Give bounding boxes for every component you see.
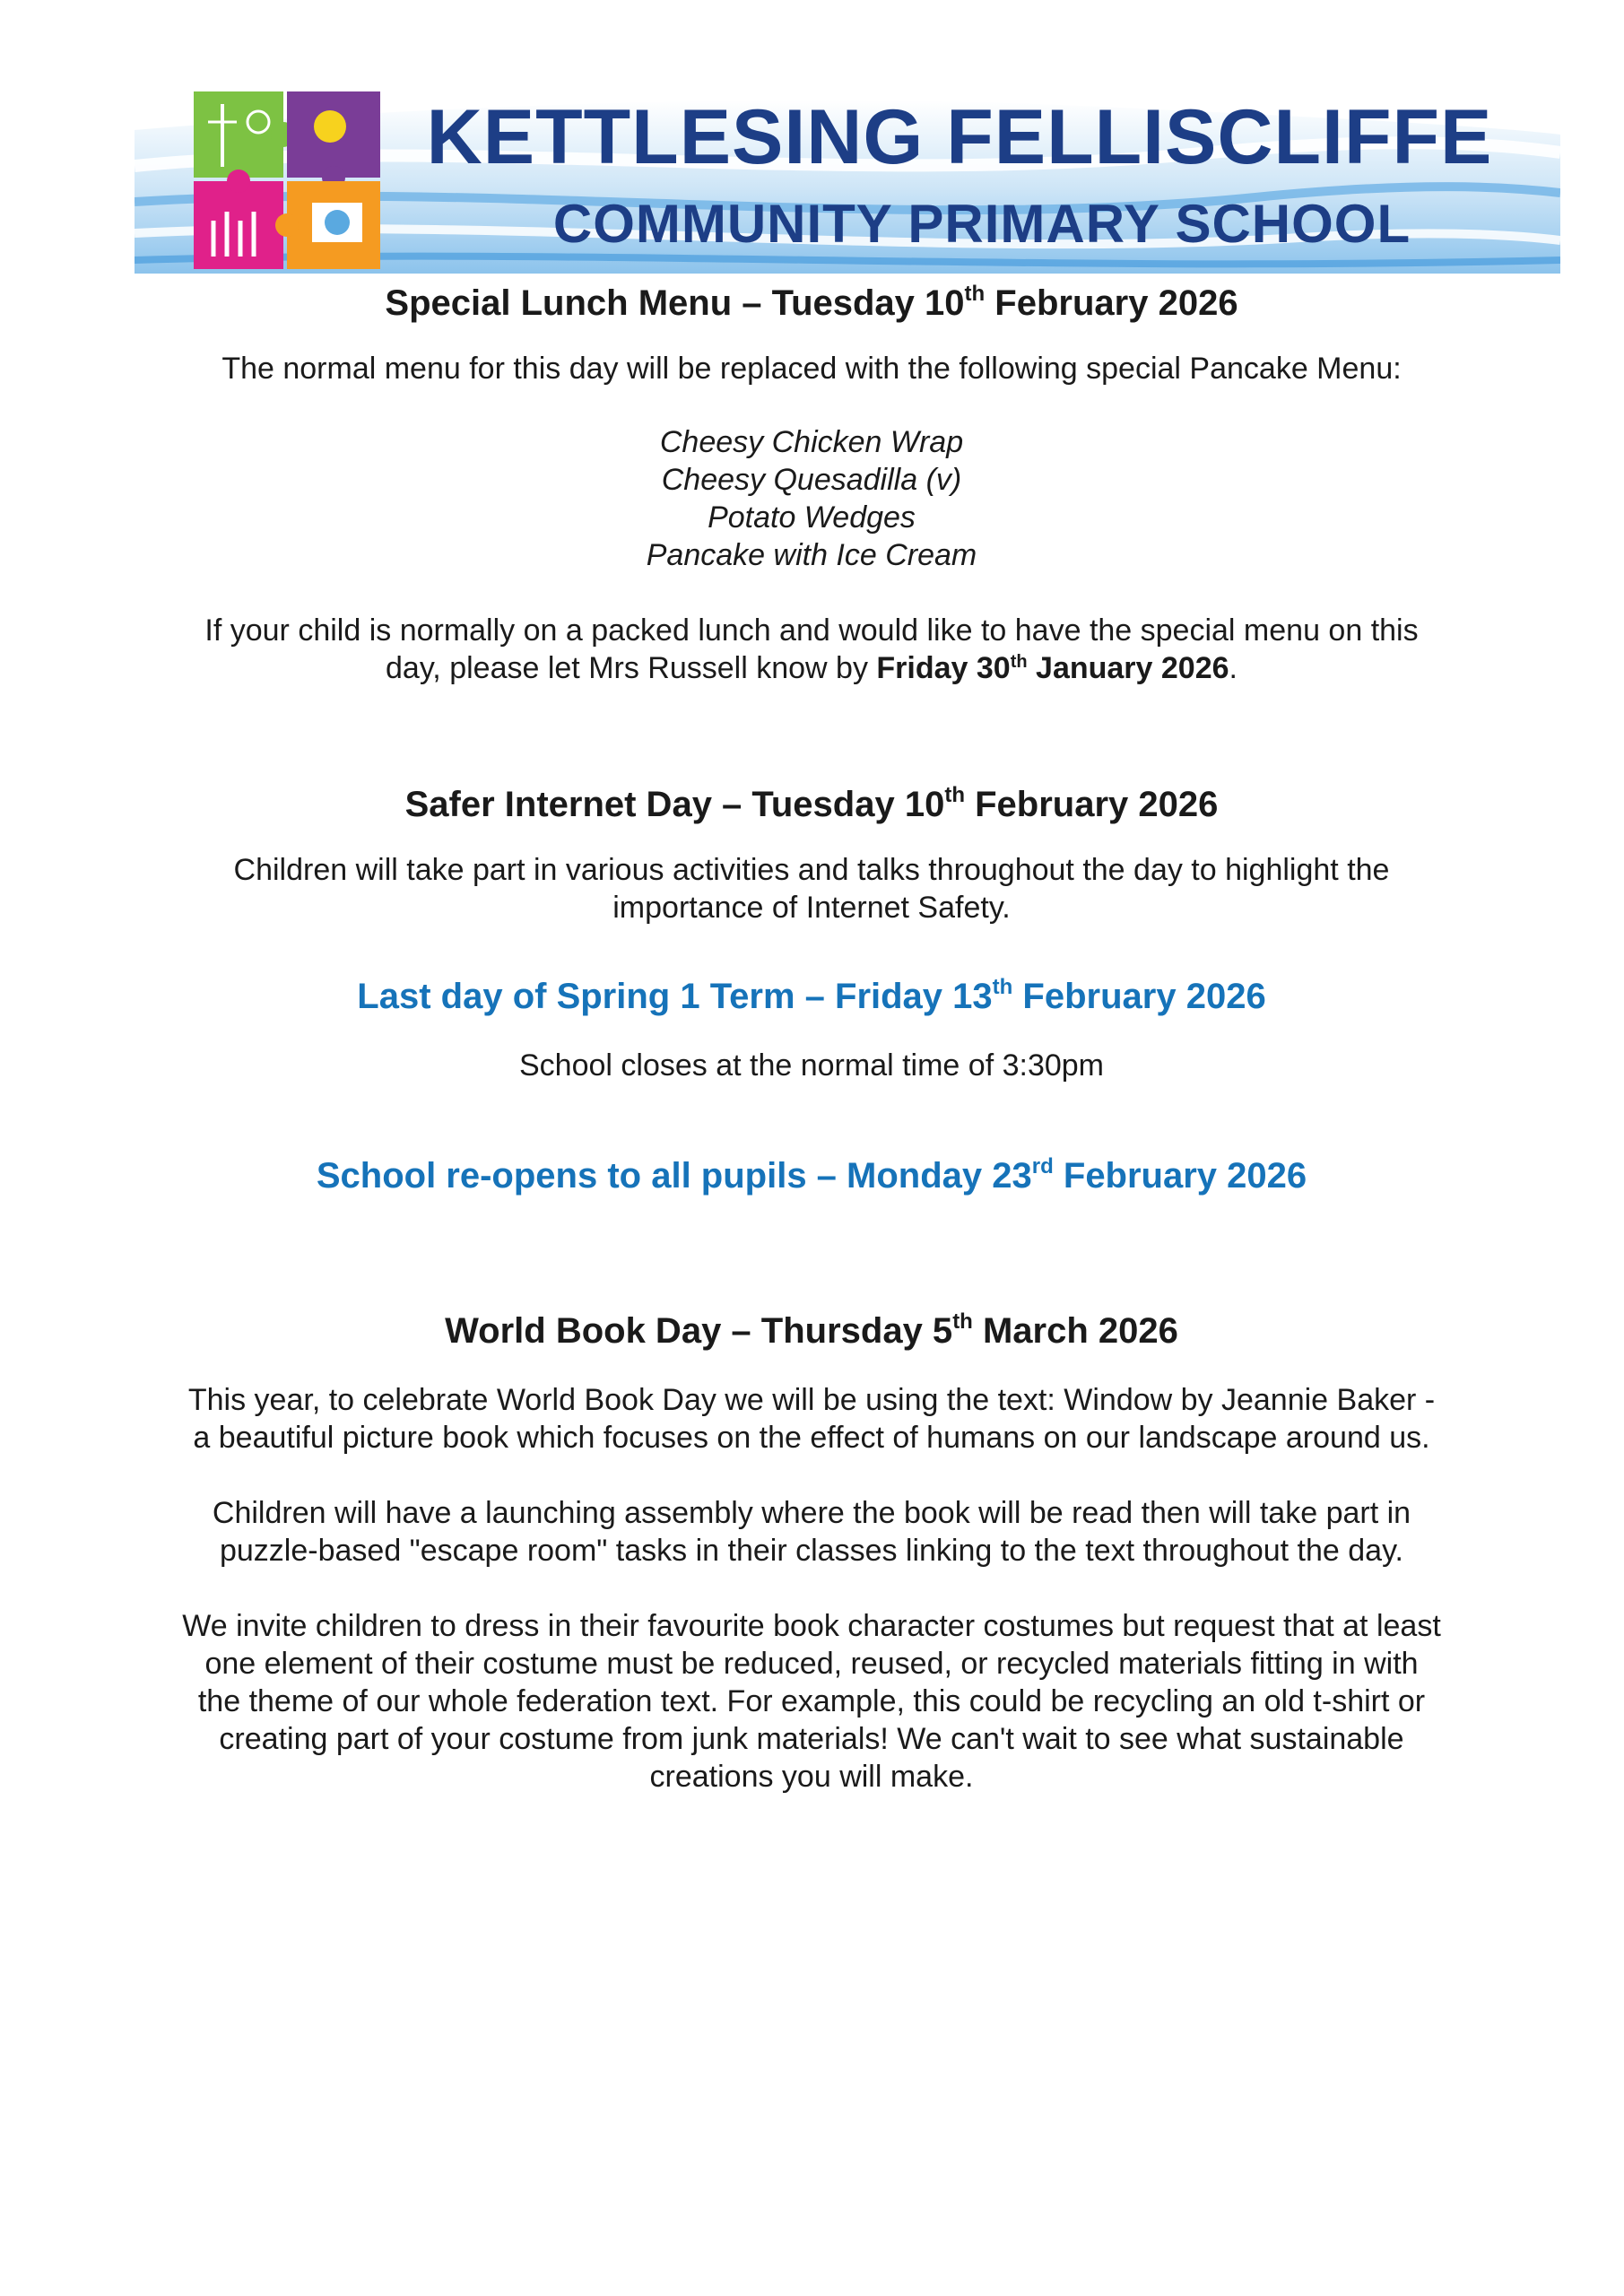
book-day-p1-line1: This year, to celebrate World Book Day we will be using the text: Window by Jeannie Baker - <box>187 1383 1436 1417</box>
internet-title-text: Safer Internet Day – Tuesday 10 <box>404 785 945 824</box>
book-day-p3-line4: creating part of your costume from junk materials! We can't wait to see what sustainable <box>219 1722 1404 1756</box>
book-day-p3-line3: the theme of our whole federation text. For example, this could be recycling an old t-shirt or <box>197 1684 1426 1718</box>
book-day-p1-line2: a beautiful picture book which focuses on the effect of humans on our landscape around us. <box>193 1421 1430 1455</box>
book-day-title-text: World Book Day – Thursday 5 <box>445 1311 953 1351</box>
book-day-p2-line2: puzzle-based "escape room" tasks in their classes linking to the text throughout the day. <box>219 1534 1403 1568</box>
term-end-body: School closes at the normal time of 3:30pm <box>519 1048 1104 1083</box>
term-end-title-sup: th <box>992 975 1013 999</box>
school-name-line1: KETTLESING FELLISCLIFFE <box>426 94 1493 180</box>
packed-lunch-note <box>117 612 1507 687</box>
reopen-title-text: School re-opens to all pupils – Monday 23 <box>316 1156 1032 1196</box>
deadline-date-sup: th <box>1010 652 1028 672</box>
menu-item: Potato Wedges <box>708 500 916 535</box>
puzzle-pieces-logo <box>187 86 389 274</box>
deadline-date-month: January 2026 <box>1027 651 1229 685</box>
internet-body-line1: Children will take part in various activities and talks throughout the day to highlight the <box>233 853 1390 887</box>
reopen-heading <box>117 1152 1507 1199</box>
packed-lunch-note-line2: day, please let Mrs Russell know by <box>386 651 877 685</box>
newsletter-content <box>117 278 1507 1796</box>
book-day-paragraph-1 <box>117 1381 1507 1457</box>
packed-lunch-note-line1: If your child is normally on a packed lunch and would like to have the special menu on this <box>204 613 1419 648</box>
book-day-title-date: March 2026 <box>972 1311 1178 1351</box>
term-end-heading <box>117 973 1507 1020</box>
menu-item: Pancake with Ice Cream <box>646 538 977 572</box>
internet-day-body <box>117 851 1507 926</box>
reopen-title-date: February 2026 <box>1053 1156 1307 1196</box>
term-end-title-date: February 2026 <box>1012 977 1266 1016</box>
internet-day-heading <box>117 781 1507 828</box>
internet-title-date: February 2026 <box>965 785 1219 824</box>
reopen-title-sup: rd <box>1031 1154 1054 1178</box>
book-day-paragraph-3 <box>117 1607 1507 1796</box>
lunch-intro: The normal menu for this day will be replaced with the following special Pancake Menu: <box>221 352 1402 386</box>
school-banner <box>135 81 1560 278</box>
lunch-title-sup: th <box>964 282 986 306</box>
book-day-p3-line2: one element of their costume must be reduced, reused, or recycled materials fitting in with <box>204 1647 1419 1681</box>
pancake-menu-list <box>117 423 1507 574</box>
book-day-title-sup: th <box>952 1309 973 1334</box>
school-name-line2: COMMUNITY PRIMARY SCHOOL <box>552 194 1411 254</box>
deadline-date <box>876 651 1229 685</box>
book-day-p3-line1: We invite children to dress in their favourite book character costumes but request that at least <box>182 1609 1441 1643</box>
lunch-menu-heading <box>117 280 1507 326</box>
book-day-p3-line5: creations you will make. <box>649 1760 974 1794</box>
menu-item: Cheesy Quesadilla (v) <box>661 463 962 497</box>
packed-lunch-note-end: . <box>1229 651 1238 685</box>
deadline-date-day: Friday 30 <box>876 651 1011 685</box>
term-end-title-text: Last day of Spring 1 Term – Friday 13 <box>357 977 993 1016</box>
book-day-heading <box>117 1308 1507 1354</box>
menu-item: Cheesy Chicken Wrap <box>659 425 964 459</box>
internet-title-sup: th <box>944 783 965 807</box>
book-day-paragraph-2 <box>117 1494 1507 1570</box>
lunch-title-date: February 2026 <box>985 283 1238 323</box>
lunch-title-text: Special Lunch Menu – Tuesday 10 <box>385 283 965 323</box>
internet-body-line2: importance of Internet Safety. <box>612 891 1011 925</box>
book-day-p2-line1: Children will have a launching assembly where the book will be read then will take part in <box>212 1496 1411 1530</box>
